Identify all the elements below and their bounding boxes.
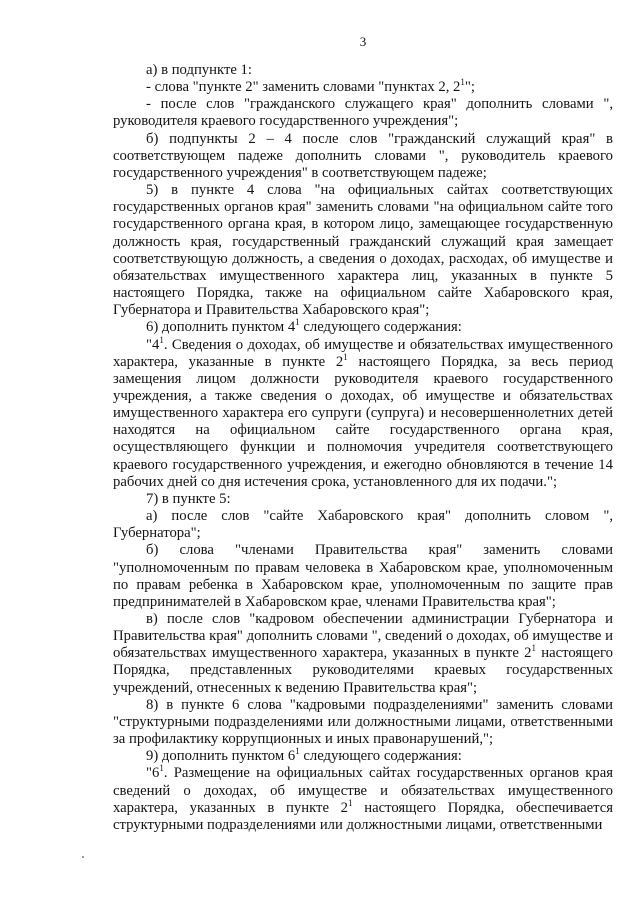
superscript: 1 <box>159 334 164 345</box>
paragraph <box>113 334 613 491</box>
paragraph <box>113 182 613 319</box>
scan-speck <box>82 856 84 858</box>
text-run: следующего содержания: <box>299 748 462 765</box>
paragraph <box>113 319 613 336</box>
paragraph <box>113 542 613 611</box>
paragraph <box>113 765 613 834</box>
paragraph <box>113 748 613 765</box>
text-run: . Размещение на официальных сайтах государственных органов края сведений о доходах, об имуществе и обязательствах имущественного характера, указанных в пункте 2 <box>113 765 613 816</box>
text-run: настоящего Порядка, за весь период замещения лицом должности руководителя краевого государственного учреждения, а также сведения о доходах, об имуществе и обязательствах имущественного характера его супруги (супруга) и несовершеннолетних детей находятся на официальном сайте государственного органа края, осуществляющего функции и полномочия учредителя соответствующего краевого государственного учреждения, и ежегодно обновляются в течение 14 рабочих дней со дня истечения срока, установленного для их подачи."; <box>113 353 613 490</box>
paragraph <box>113 96 613 130</box>
text-run: 6) дополнить пунктом 4 <box>146 319 296 336</box>
text-run: настоящего Порядка, обеспечивается структурными подразделениями или должностными лицами, ответственными <box>113 799 613 833</box>
text-run: - слова "пункте 2" заменить словами "пунктах 2, 2 <box>146 79 461 96</box>
text-run: настоящего Порядка, представленных руководителями краевых государственных учреждений, отнесенных к ведению Правительства края"; <box>113 645 613 696</box>
superscript: 1 <box>343 351 348 362</box>
text-run: б) слова "членами Правительства края" заменить словами "уполномоченным по правам человека в Хабаровском крае, уполномоченным по правам ребенка в Хабаровском крае, уполномоченным по защите прав предпринимателей в Хабаровском крае, членами Правительства края"; <box>113 542 613 610</box>
text-run: а) после слов "сайте Хабаровского края" дополнить словом ", Губернатора"; <box>113 508 613 542</box>
text-run: "; <box>464 79 475 96</box>
document-body <box>113 62 613 834</box>
superscript: 1 <box>531 643 536 654</box>
paragraph <box>113 491 613 508</box>
text-run: 5) в пункте 4 слова "на официальных сайтах соответствующих государственных органов края" заменить словами "на официальном сайте того государственного органа края, в котором лицо, замещающее государственную должность края, государственный гражданский служащий края замещает соответствующую должность, а сведения о доходах, расходах, об имуществе и обязательствах имущественного характера лиц, указанных в пункте 5 настоящего Порядка, также на официальном сайте Хабаровского края, Губернатора и Правительства Хабаровского края"; <box>113 182 613 319</box>
superscript: 1 <box>295 317 300 328</box>
superscript: 1 <box>159 763 164 774</box>
text-run: следующего содержания: <box>299 319 462 336</box>
page-number: 3 <box>359 34 367 49</box>
text-run: "6 <box>146 765 160 782</box>
superscript: 1 <box>348 797 353 808</box>
text-run: - после слов "гражданского служащего края" дополнить словами ", руководителя краевого государственного учреждения"; <box>113 96 613 130</box>
superscript: 1 <box>460 77 465 88</box>
text-run: б) подпункты 2 – 4 после слов "гражданский служащий края" в соответствующем падеже дополнить словами ", руководитель краевого государственного учреждения" в соответствующем падеже; <box>113 130 613 181</box>
text-run: в) после слов "кадровом обеспечении администрации Губернатора и Правительства края" дополнить словами ", сведений о доходах, об имуществе и обязательствах имущественного характера, указанных в пункте 2 <box>113 611 613 662</box>
text-run: "4 <box>146 336 160 353</box>
text-run: 8) в пункте 6 слова "кадровыми подразделениями" заменить словами "структурными подразделениями или должностными лицами, ответственными за профилактику коррупционных и иных правонарушений,"; <box>113 696 613 748</box>
text-run: 9) дополнить пунктом 6 <box>146 748 296 765</box>
paragraph <box>113 611 613 697</box>
paragraph <box>113 508 613 542</box>
text-run: . Сведения о доходах, об имуществе и обязательствах имущественного характера, указанные в пункте 2 <box>113 336 613 370</box>
paragraph <box>113 79 613 96</box>
paragraph <box>113 62 613 79</box>
superscript: 1 <box>295 746 300 757</box>
text-run: 7) в пункте 5: <box>146 490 231 507</box>
paragraph <box>113 131 613 182</box>
text-run: а) в подпункте 1: <box>146 62 252 78</box>
paragraph <box>113 697 613 748</box>
